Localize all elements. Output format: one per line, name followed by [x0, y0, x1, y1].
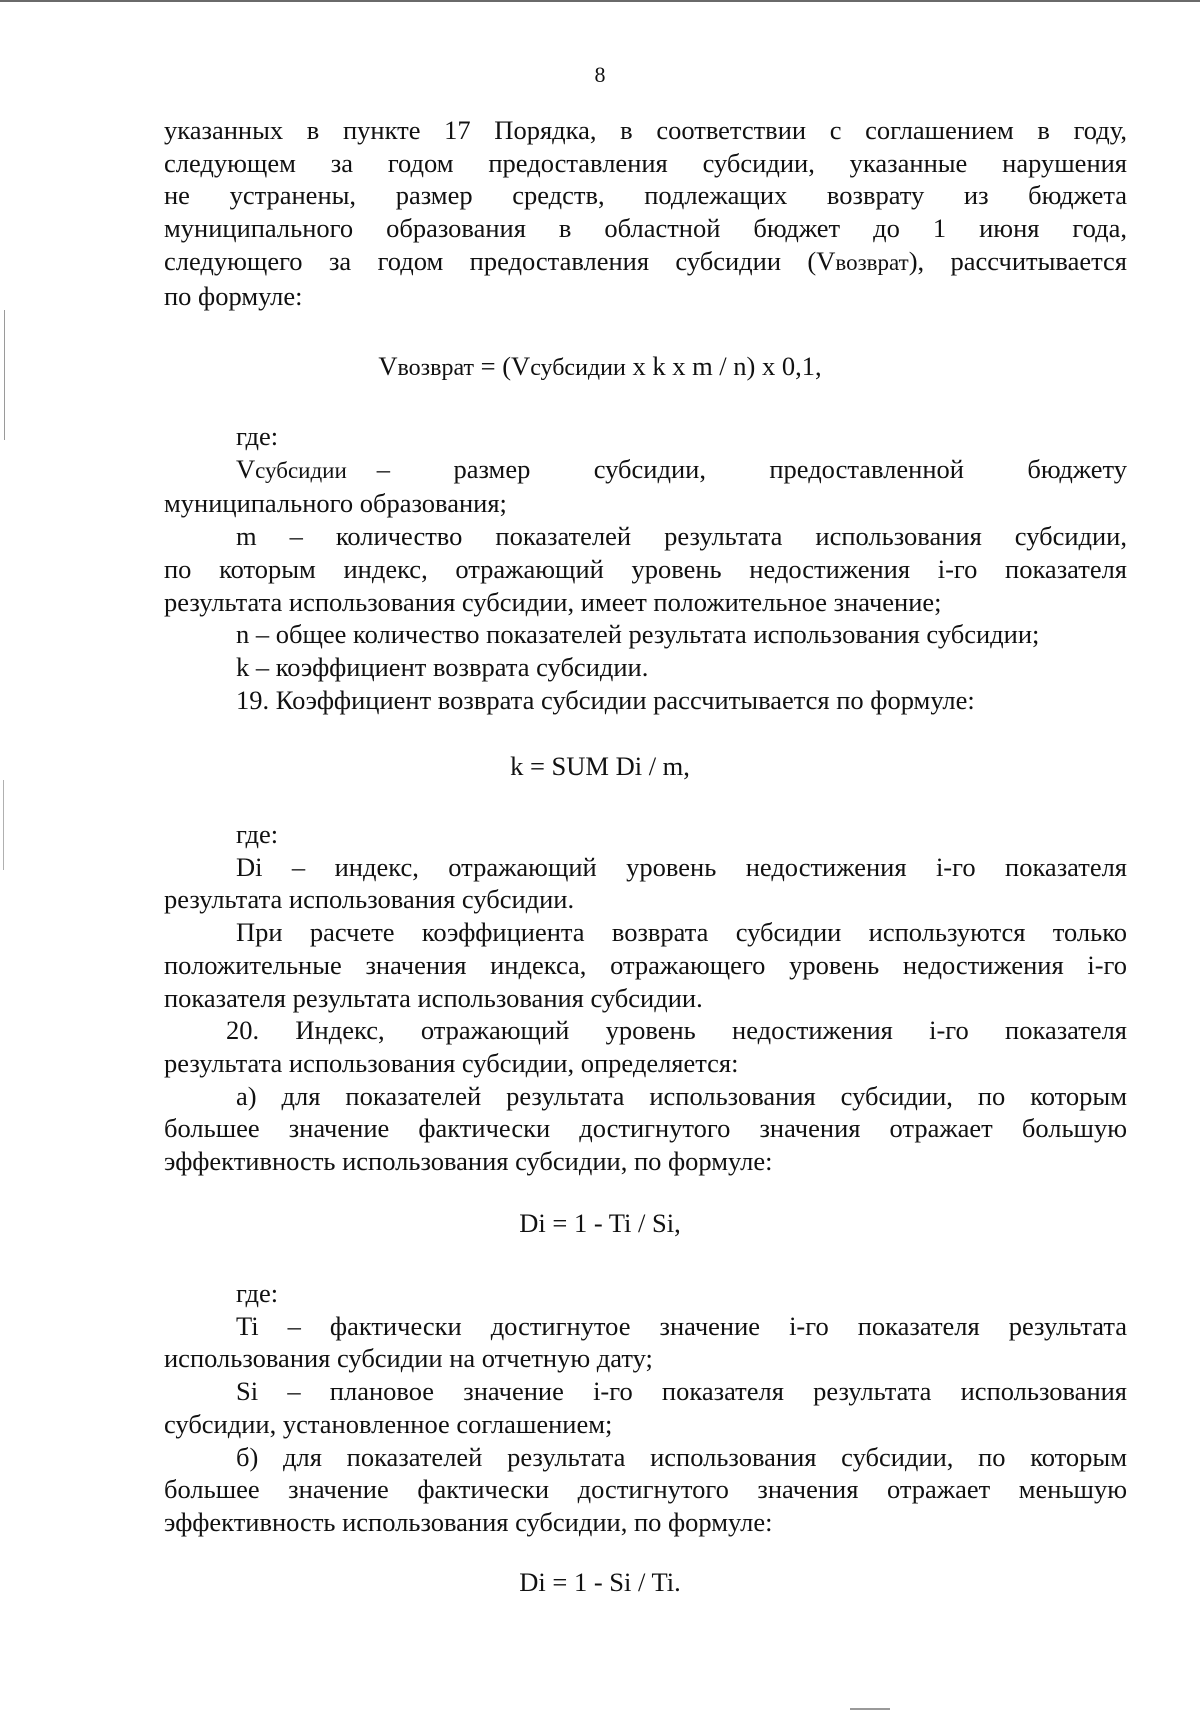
- formula-k: k = SUM Di / m,: [510, 751, 690, 781]
- text-line: Ti – фактически достигнутое значение i-го показателя результата: [236, 1310, 1127, 1341]
- text-line: результата использования субсидии, определяется:: [164, 1047, 739, 1078]
- text-line: эффективность использования субсидии, по формуле:: [164, 1506, 773, 1537]
- where-label: где:: [236, 421, 279, 451]
- paragraph-18-continuation: [164, 114, 1127, 312]
- text-line: муниципального образования;: [164, 488, 507, 519]
- text-line: результата использования субсидии.: [164, 884, 575, 915]
- formula-di-b: Di = 1 - Si / Ti.: [519, 1567, 681, 1597]
- where-label: где:: [236, 819, 279, 849]
- formula-2-definitions: [164, 818, 1127, 1178]
- formula-3-definitions: [164, 1277, 1127, 1539]
- text-line: большее значение фактически достигнутого значения отражает большую: [164, 1113, 1127, 1144]
- text-line: указанных в пункте 17 Порядка, в соответствии с соглашением в году,: [164, 115, 1127, 145]
- text-line: большее значение фактически достигнутого значения отражает меньшую: [164, 1474, 1127, 1505]
- text-line: показателя результата использования субсидии.: [164, 982, 703, 1013]
- text-line: Di – индекс, отражающий уровень недостижения i-го показателя: [236, 851, 1127, 882]
- page-number: 8: [594, 62, 606, 87]
- text-line: m – количество показателей результата использования субсидии,: [236, 521, 1127, 552]
- text-line: а) для показателей результата использования субсидии, по которым: [236, 1080, 1127, 1111]
- formula-v-return: Vвозврат = (Vсубсидии x k x m / n) x 0,1,: [378, 351, 822, 381]
- text-line: следующего за годом предоставления субсидии (Vвозврат), рассчитывается: [164, 245, 1127, 276]
- text-line: по которым индекс, отражающий уровень недостижения i-го показателя: [164, 553, 1127, 584]
- scan-bottom-mark: [850, 1708, 890, 1710]
- text-line: субсидии, установленное соглашением;: [164, 1408, 613, 1439]
- text-line: результата использования субсидии, имеет положительное значение;: [164, 586, 942, 617]
- text-line: муниципального образования в областной бюджет до 1 июня года,: [164, 213, 1127, 244]
- paragraph-19: 19. Коэффициент возврата субсидии рассчитывается по формуле:: [236, 684, 975, 715]
- text-line: следующем за годом предоставления субсидии, указанные нарушения: [164, 147, 1127, 178]
- text-line: k – коэффициент возврата субсидии.: [236, 651, 649, 682]
- text-line: не устранены, размер средств, подлежащих возврату из бюджета: [164, 180, 1127, 211]
- text-line: б) для показателей результата использования субсидии, по которым: [236, 1441, 1127, 1472]
- paragraph-20: 20. Индекс, отражающий уровень недостижения i-го показателя: [226, 1015, 1127, 1046]
- scan-top-edge: [0, 0, 1200, 2]
- text-line: положительные значения индекса, отражающего уровень недостижения i-го: [164, 949, 1127, 980]
- scan-edge-mark: [3, 780, 4, 870]
- formula-di-a: Di = 1 - Ti / Si,: [519, 1208, 681, 1238]
- text-line: использования субсидии на отчетную дату;: [164, 1343, 653, 1374]
- text-line: n – общее количество показателей результата использования субсидии;: [236, 619, 1040, 650]
- text-line: по формуле:: [164, 280, 303, 311]
- text-line: Si – плановое значение i-го показателя результата использования: [236, 1376, 1127, 1407]
- where-label: где:: [236, 1278, 279, 1308]
- text-line: Vсубсидии – размер субсидии, предоставленной бюджету: [236, 453, 1127, 484]
- text-line: эффективность использования субсидии, по формуле:: [164, 1146, 773, 1177]
- formula-1-definitions: [164, 420, 1127, 716]
- text-line: При расчете коэффициента возврата субсидии используются только: [236, 917, 1127, 948]
